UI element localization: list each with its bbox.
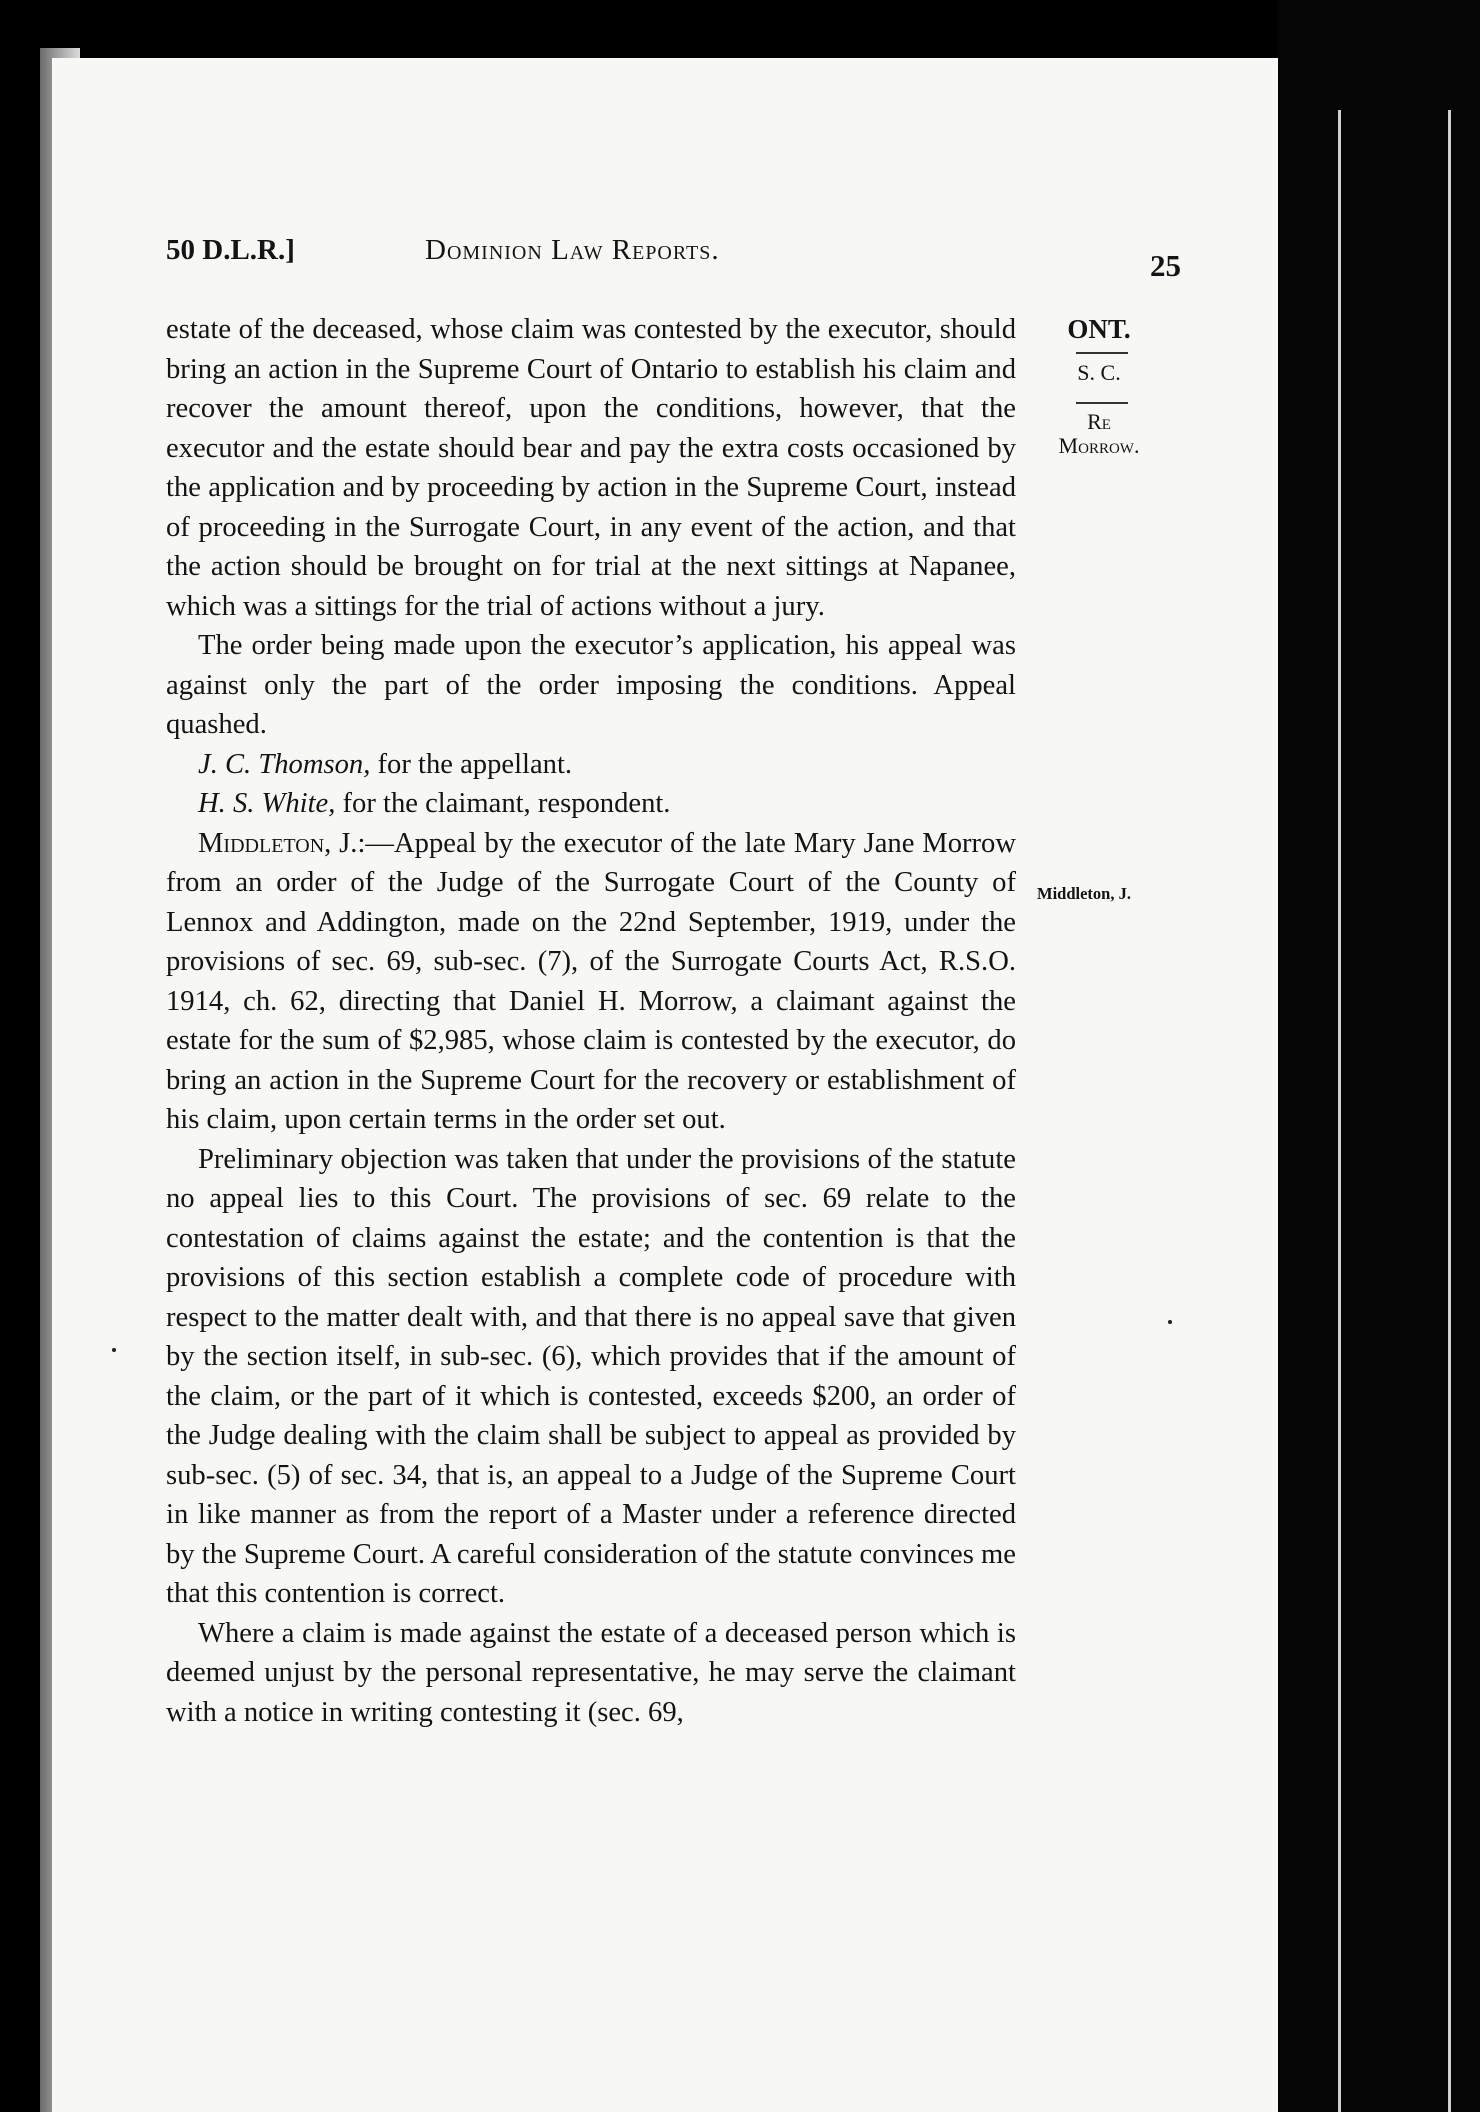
counsel-role: for the appellant. xyxy=(370,748,573,780)
scan-speck xyxy=(1168,1320,1172,1324)
paragraph: The order being made upon the executor’s application, his appeal was against only the part of the order imposing the conditions. Appeal quashed. xyxy=(166,630,1016,740)
page-edge-line xyxy=(1338,110,1341,2112)
paragraph: Preliminary objection was taken that under the provisions of the statute no appeal lies to this Court. The provisions of sec. 69 relate to the contestation of claims against the estate; and the contention is that the provisions of this section establish a complete code of procedure with respect to the matter dealt with, and that there is no appeal save that given by the section itself, in sub-sec. (6), which provides that if the amount of the claim, or the part of it which is contested, exceeds $200, an order of the Judge dealing with the claim shall be subject to appeal as provided by sub-sec. (5) of sec. 34, that is, an appeal to a Judge of the Supreme Court in like manner as from the report of a Master under a reference directed by the Supreme Court. A careful consideration of the statute convinces me that this contention is correct. xyxy=(166,1143,1016,1609)
running-head-title: Dominion Law Reports. xyxy=(425,234,720,266)
running-head-volume: 50 D.L.R.] xyxy=(166,234,295,266)
margin-division: S. C. xyxy=(1077,360,1121,385)
counsel-line xyxy=(166,745,1016,785)
margin-rule xyxy=(1076,402,1128,404)
paragraph: estate of the deceased, whose claim was contested by the executor, should bring an action in the Supreme Court of Ontario to establish his claim and recover the amount thereof, upon the conditions, however, that the executor and the estate should bear and pay the extra costs occasioned by the application and by proceeding by action in the Supreme Court, instead of proceeding in the Surrogate Court, in any event of the action, and that the action should be brought on for trial at the next sittings at Napanee, which was a sittings for the trial of actions without a jury. xyxy=(166,314,1016,622)
counsel-role: for the claimant, respondent. xyxy=(335,788,671,819)
body-text xyxy=(166,310,1016,1732)
page-edge-line xyxy=(1448,110,1451,2112)
margin-rule xyxy=(1076,352,1128,354)
counsel-name: H. S. White, xyxy=(198,788,336,819)
paragraph-text: :—Appeal by the executor of the late Mary Jane Morrow from an order of the Judge of the Surrogate Court of the County of Lennox and Addington, made on the 22nd September, 1919, under the provisions of sec. 69, sub-sec. (7), of the Surrogate Courts Act, R.S.O. 1914, ch. 62, directing that Daniel H. Morrow, a claimant against the estate for the sum of $2,985, whose claim is contested by the executor, do bring an action in the Supreme Court for the recovery or establishment of his claim, upon certain terms in the order set out. xyxy=(166,827,1016,1135)
judge-name: Middleton, J. xyxy=(198,827,358,859)
page-number: 25 xyxy=(1150,248,1181,283)
margin-case-name: Morrow. xyxy=(1058,433,1140,458)
margin-court: ONT. xyxy=(1067,314,1131,344)
scan-speck xyxy=(112,1348,116,1352)
paragraph: Where a claim is made against the estate of a deceased person which is deemed unjust by the personal representative, he may serve the claimant with a notice in writing contesting it (sec. 69, xyxy=(166,1617,1016,1728)
counsel-line xyxy=(166,784,1016,824)
margin-case-title xyxy=(1044,410,1154,458)
margin-case-re: Re xyxy=(1087,409,1111,434)
page-stack-edge xyxy=(1278,0,1480,2112)
paragraph xyxy=(166,824,1016,1140)
counsel-name: J. C. Thomson, xyxy=(198,748,371,780)
margin-judge: Middleton, J. xyxy=(1037,884,1131,903)
